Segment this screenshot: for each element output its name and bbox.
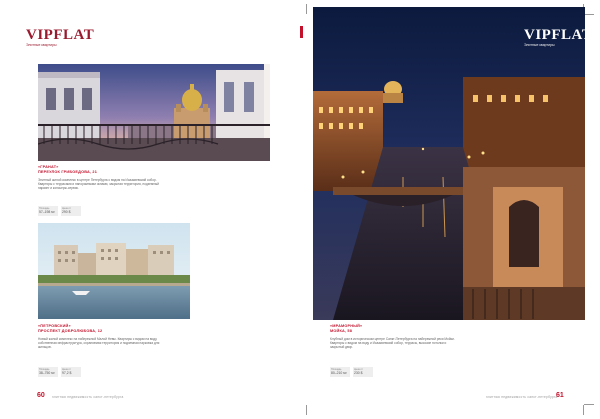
logo-subtitle: Элитные квартиры [26, 43, 57, 47]
stat-label: Цена от [62, 368, 71, 371]
stat-value: 230 $ [354, 371, 363, 375]
listing-1-address: ПЕРЕУЛОК ГРИБОЕДОВА, 21 [38, 170, 98, 174]
listing-1-description: Элитный жилой комплекс в центре Петербурга с видом на Исаакиевский собор. Квартиры с террасами и панорамными окнами, закрытая территория, подземный паркинг и консьерж-сервис. [38, 178, 159, 191]
listing-3-title [330, 324, 490, 334]
listing-1-title [38, 165, 198, 175]
listing-2-name: «ПЕТРОВСКИЙ» [38, 324, 71, 328]
crop-mark [583, 405, 584, 415]
crop-mark [306, 4, 307, 14]
listing-2-stat-price [61, 367, 81, 377]
crop-mark [584, 404, 594, 405]
listing-photo-1 [38, 64, 270, 161]
page-number-left: 60 [37, 392, 45, 399]
logo-text: VIPFLAT [524, 27, 593, 43]
brand-logo-right [524, 27, 592, 47]
listing-2-address: ПРОСПЕКТ ДОБРОЛЮБОВА, 12 [38, 329, 103, 333]
listing-3-description: Клубный дом в историческом центре Санкт-Петербурга на набережной реки Мойки. Квартиры с видом на воду и Исаакиевский собор, террасы, высокие потолки и закрытый двор. [330, 337, 455, 350]
stat-label: Цена от [354, 368, 363, 371]
listing-2-title [38, 324, 198, 334]
stat-label: Площадь [39, 207, 50, 210]
stat-label: Площадь [331, 368, 342, 371]
waterfront-complex-photo [38, 223, 190, 319]
stat-value: 290 $ [62, 210, 71, 214]
stat-label: Цена от [62, 207, 71, 210]
listing-photo-3 [313, 7, 585, 320]
night-canal-photo [313, 7, 585, 320]
stat-value: 57–198 м² [39, 210, 55, 214]
stat-value: 97,2 $ [62, 371, 72, 375]
listing-3-stat-area [330, 367, 350, 377]
listing-1-stat-price [61, 206, 81, 216]
listing-2-description: Новый жилой комплекс на набережной Малой Невы. Квартиры с видом на воду, собственная инфраструктура, охраняемая территория и подземная парковка для жильцов. [38, 337, 160, 350]
page-accent-mark [300, 26, 303, 38]
listing-1-name: «ГРАНАТ» [38, 165, 59, 169]
logo-subtitle: Элитные квартиры [524, 43, 555, 47]
footer-text-right: элитная недвижимость санкт-петербурга [486, 395, 558, 399]
stat-label: Площадь [39, 368, 50, 371]
brand-logo-left [26, 27, 94, 47]
logo-text: VIPFLAT [26, 27, 95, 43]
listing-1-stat-area [38, 206, 58, 216]
footer-text-left: элитная недвижимость санкт-петербурга [52, 395, 124, 399]
listing-3-name: «МРАМОРНЫЙ» [330, 324, 363, 328]
crop-mark [584, 14, 594, 15]
stat-value: 80–210 м² [331, 371, 347, 375]
listing-3-address: МОЙКА, 58 [330, 329, 353, 333]
listing-2-stat-area [38, 367, 58, 377]
listing-3-stat-price [353, 367, 373, 377]
page-number-right: 61 [556, 392, 564, 399]
listing-photo-2 [38, 223, 190, 319]
balcony-cathedral-photo [38, 64, 270, 161]
stat-value: 38–750 м² [39, 371, 55, 375]
crop-mark [306, 405, 307, 415]
